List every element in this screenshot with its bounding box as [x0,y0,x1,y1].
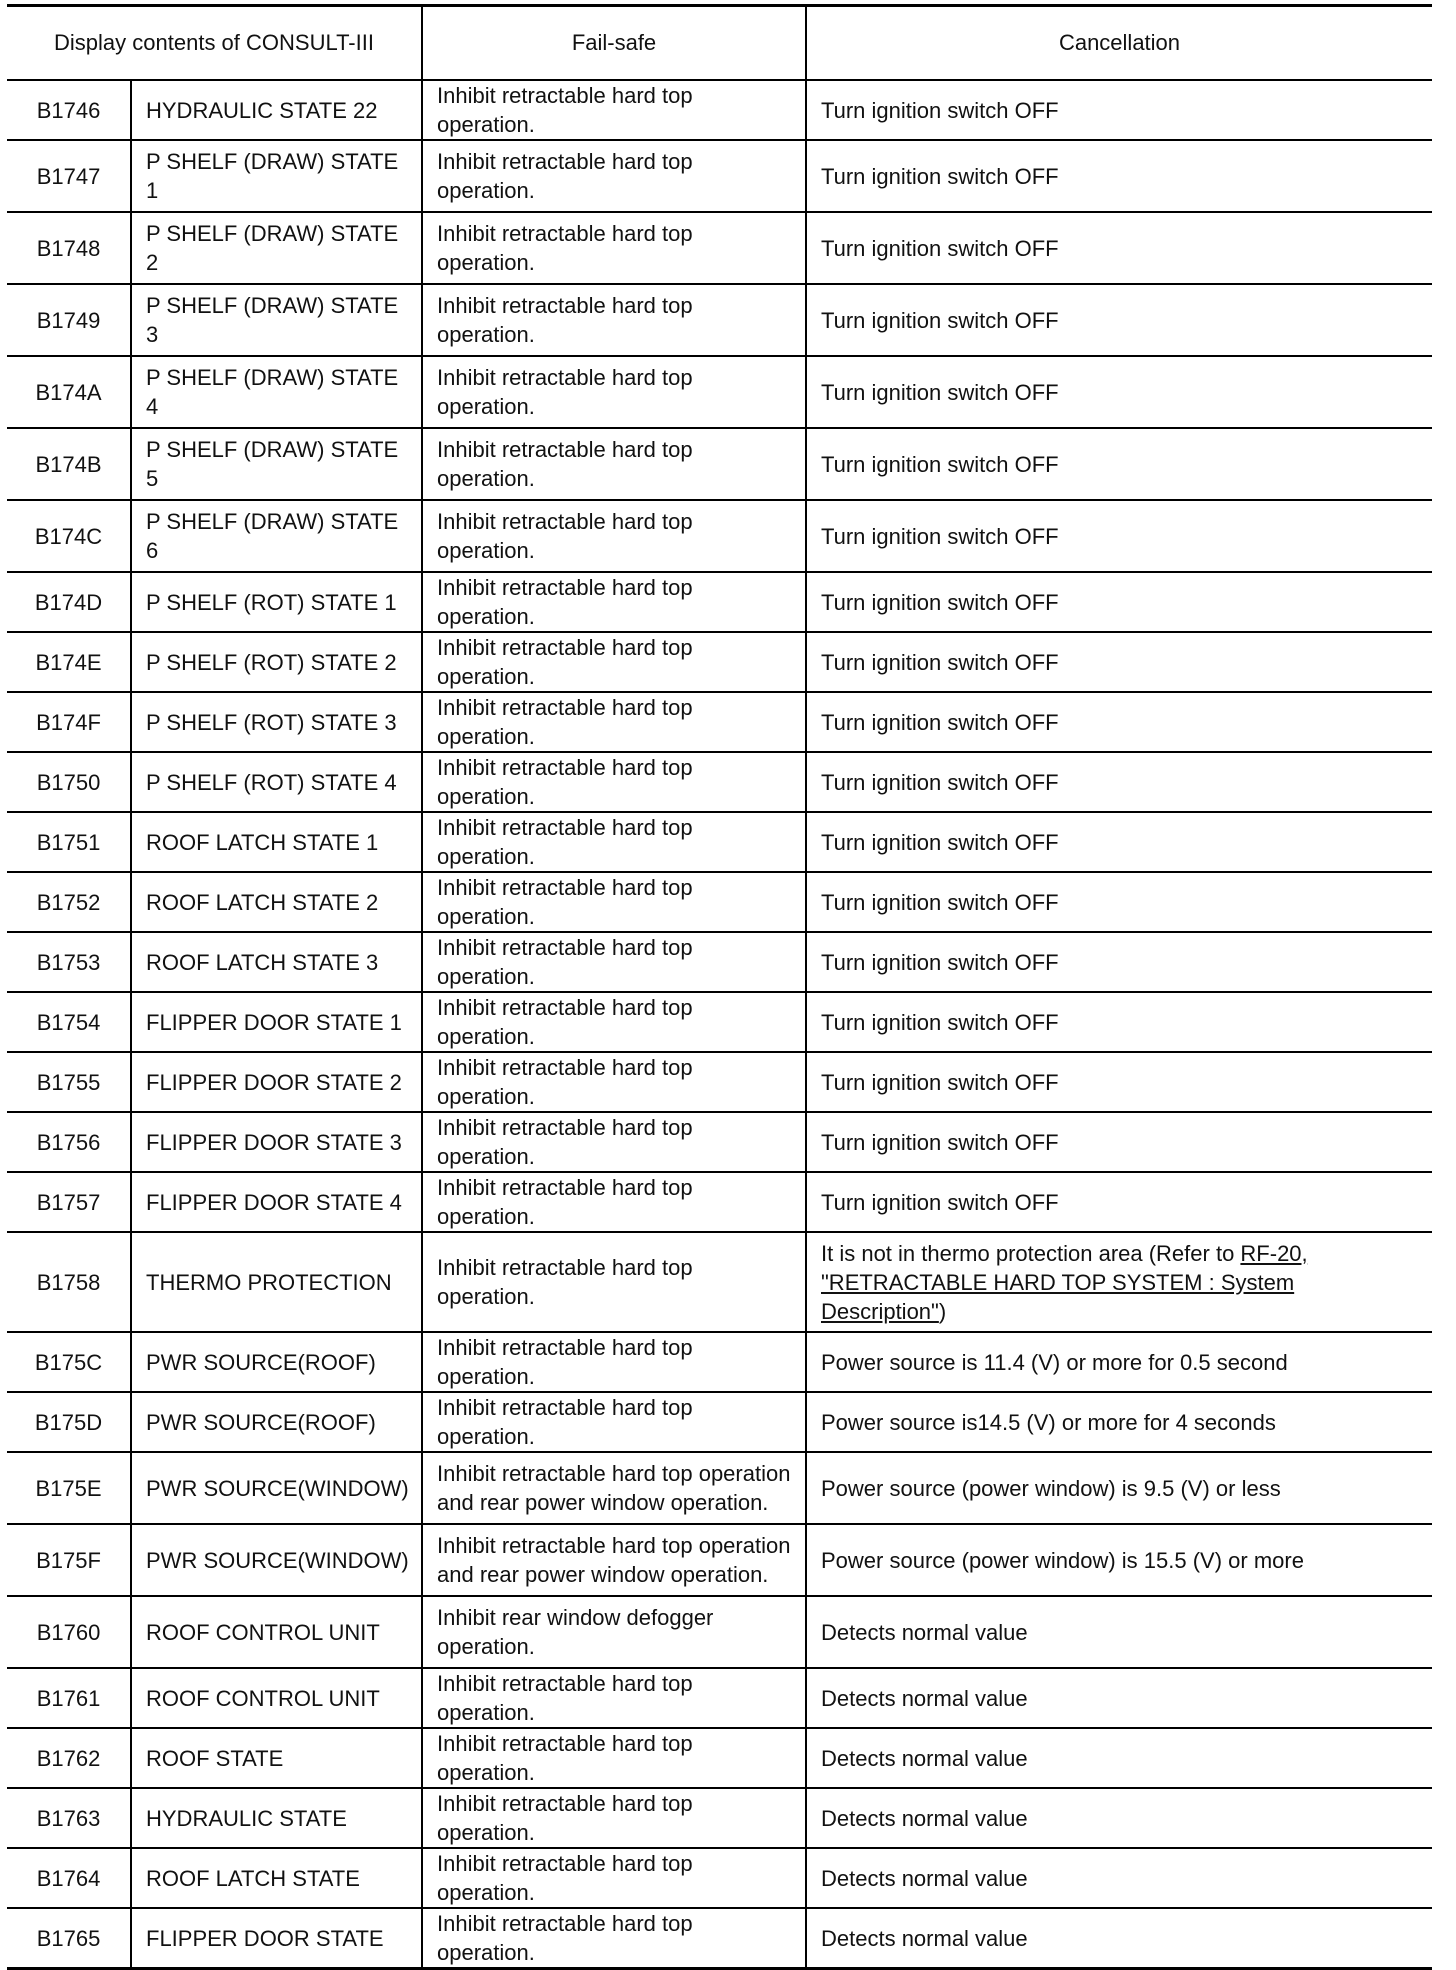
display-item: ROOF LATCH STATE [131,1848,422,1908]
table-row [7,752,1432,812]
cancellation-text: Power source is 11.4 (V) or more for 0.5 second [806,1332,1432,1392]
dtc-code: B1762 [7,1728,131,1788]
fail-safe-text: Inhibit retractable hard top operation. [422,140,806,212]
display-item: ROOF LATCH STATE 2 [131,872,422,932]
fail-safe-text: Inhibit retractable hard top operation. [422,752,806,812]
dtc-code: B1758 [7,1232,131,1332]
dtc-code: B1751 [7,812,131,872]
dtc-code: B1748 [7,212,131,284]
dtc-code: B1752 [7,872,131,932]
fail-safe-text: Inhibit retractable hard top operation. [422,356,806,428]
cancellation-suffix: ) [938,1298,947,1324]
table-row [7,1788,1432,1848]
table-row [7,632,1432,692]
table-row [7,1596,1432,1668]
fail-safe-text: Inhibit retractable hard top operation and rear power window operation. [422,1524,806,1596]
fail-safe-text: Inhibit retractable hard top operation. [422,932,806,992]
cancellation-text: Power source (power window) is 15.5 (V) or more [806,1524,1432,1596]
display-item: P SHELF (DRAW) STATE 1 [131,140,422,212]
display-item: P SHELF (ROT) STATE 4 [131,752,422,812]
display-item: ROOF LATCH STATE 3 [131,932,422,992]
table-row [7,812,1432,872]
reference-link[interactable]: RF-20, "RETRACTABLE HARD TOP SYSTEM : System Description" [821,1240,1308,1324]
table-row [7,992,1432,1052]
fail-safe-text: Inhibit retractable hard top operation. [422,572,806,632]
table-row [7,1232,1432,1332]
dtc-code: B1753 [7,932,131,992]
dtc-code: B1747 [7,140,131,212]
cancellation-text: Detects normal value [806,1596,1432,1668]
display-item: FLIPPER DOOR STATE 4 [131,1172,422,1232]
dtc-code: B1755 [7,1052,131,1112]
dtc-code: B174F [7,692,131,752]
display-item: PWR SOURCE(ROOF) [131,1392,422,1452]
display-item: P SHELF (ROT) STATE 1 [131,572,422,632]
dtc-code: B1750 [7,752,131,812]
fail-safe-text: Inhibit retractable hard top operation. [422,992,806,1052]
dtc-code: B1757 [7,1172,131,1232]
table-row [7,872,1432,932]
cancellation-text: Turn ignition switch OFF [806,872,1432,932]
cancellation-text: Detects normal value [806,1848,1432,1908]
fail-safe-text: Inhibit retractable hard top operation. [422,632,806,692]
table-row [7,1848,1432,1908]
fail-safe-text: Inhibit retractable hard top operation. [422,212,806,284]
cancellation-text: Turn ignition switch OFF [806,752,1432,812]
table-row [7,1452,1432,1524]
display-item: HYDRAULIC STATE [131,1788,422,1848]
dtc-code: B174C [7,500,131,572]
cancellation-text: Power source is14.5 (V) or more for 4 seconds [806,1392,1432,1452]
fail-safe-text: Inhibit retractable hard top operation. [422,80,806,140]
display-item: ROOF CONTROL UNIT [131,1596,422,1668]
display-item: PWR SOURCE(ROOF) [131,1332,422,1392]
dtc-code: B1760 [7,1596,131,1668]
fail-safe-text: Inhibit retractable hard top operation. [422,500,806,572]
cancellation-text [806,1232,1432,1332]
dtc-code: B1761 [7,1668,131,1728]
display-item: P SHELF (DRAW) STATE 6 [131,500,422,572]
fail-safe-text: Inhibit retractable hard top operation. [422,1788,806,1848]
display-item: P SHELF (ROT) STATE 3 [131,692,422,752]
fail-safe-text: Inhibit retractable hard top operation. [422,1052,806,1112]
fail-safe-text: Inhibit retractable hard top operation. [422,1848,806,1908]
table-row [7,1392,1432,1452]
cancellation-text: Turn ignition switch OFF [806,1112,1432,1172]
fail-safe-text: Inhibit retractable hard top operation. [422,1172,806,1232]
fail-safe-text: Inhibit retractable hard top operation. [422,1232,806,1332]
cancellation-text: Turn ignition switch OFF [806,992,1432,1052]
cancellation-text: Turn ignition switch OFF [806,812,1432,872]
fail-safe-text: Inhibit retractable hard top operation. [422,1908,806,1969]
fail-safe-text: Inhibit retractable hard top operation. [422,812,806,872]
display-item: P SHELF (DRAW) STATE 3 [131,284,422,356]
display-item: P SHELF (DRAW) STATE 2 [131,212,422,284]
fail-safe-text: Inhibit retractable hard top operation. [422,692,806,752]
display-item: FLIPPER DOOR STATE 2 [131,1052,422,1112]
fail-safe-text: Inhibit retractable hard top operation. [422,1668,806,1728]
fail-safe-text: Inhibit retractable hard top operation. [422,1332,806,1392]
fail-safe-table [7,4,1432,1970]
cancellation-text: Turn ignition switch OFF [806,1172,1432,1232]
cancellation-text: Turn ignition switch OFF [806,632,1432,692]
dtc-code: B174D [7,572,131,632]
table-row [7,356,1432,428]
table-row [7,1172,1432,1232]
cancellation-text: Detects normal value [806,1908,1432,1969]
table-row [7,428,1432,500]
display-item: FLIPPER DOOR STATE [131,1908,422,1969]
display-item: P SHELF (DRAW) STATE 5 [131,428,422,500]
dtc-code: B174E [7,632,131,692]
fail-safe-text: Inhibit retractable hard top operation. [422,428,806,500]
display-item: PWR SOURCE(WINDOW) [131,1452,422,1524]
cancellation-text: Power source (power window) is 9.5 (V) or less [806,1452,1432,1524]
dtc-code: B1746 [7,80,131,140]
table-row [7,692,1432,752]
dtc-code: B175F [7,1524,131,1596]
fail-safe-text: Inhibit retractable hard top operation. [422,284,806,356]
cancellation-text: Turn ignition switch OFF [806,428,1432,500]
dtc-code: B1754 [7,992,131,1052]
cancellation-text: Turn ignition switch OFF [806,500,1432,572]
fail-safe-text: Inhibit rear window defogger operation. [422,1596,806,1668]
table-row [7,1052,1432,1112]
table-row [7,80,1432,140]
dtc-code: B175C [7,1332,131,1392]
cancellation-text: Turn ignition switch OFF [806,932,1432,992]
dtc-code: B174B [7,428,131,500]
display-item: FLIPPER DOOR STATE 1 [131,992,422,1052]
table-row [7,1112,1432,1172]
display-item: ROOF CONTROL UNIT [131,1668,422,1728]
fail-safe-text: Inhibit retractable hard top operation. [422,1728,806,1788]
table-row [7,932,1432,992]
cancellation-text: Turn ignition switch OFF [806,356,1432,428]
display-item: ROOF LATCH STATE 1 [131,812,422,872]
dtc-code: B1764 [7,1848,131,1908]
fail-safe-table-container [7,4,1432,1970]
cancellation-text: Turn ignition switch OFF [806,212,1432,284]
display-item: P SHELF (DRAW) STATE 4 [131,356,422,428]
table-row [7,1908,1432,1969]
dtc-code: B174A [7,356,131,428]
fail-safe-text: Inhibit retractable hard top operation. [422,872,806,932]
table-row [7,1728,1432,1788]
cancellation-text: Turn ignition switch OFF [806,692,1432,752]
display-item: ROOF STATE [131,1728,422,1788]
table-row [7,140,1432,212]
header-display-contents: Display contents of CONSULT-III [7,6,422,81]
display-item: P SHELF (ROT) STATE 2 [131,632,422,692]
table-row [7,1332,1432,1392]
display-item: THERMO PROTECTION [131,1232,422,1332]
cancellation-text: Turn ignition switch OFF [806,140,1432,212]
table-row [7,1668,1432,1728]
table-row [7,212,1432,284]
cancellation-text: Turn ignition switch OFF [806,1052,1432,1112]
cancellation-text: Turn ignition switch OFF [806,572,1432,632]
table-row [7,284,1432,356]
fail-safe-text: Inhibit retractable hard top operation. [422,1392,806,1452]
dtc-code: B1749 [7,284,131,356]
table-row [7,1524,1432,1596]
table-header-row [7,6,1432,81]
header-cancellation: Cancellation [806,6,1432,81]
header-fail-safe: Fail-safe [422,6,806,81]
display-item: PWR SOURCE(WINDOW) [131,1524,422,1596]
dtc-code: B175E [7,1452,131,1524]
dtc-code: B1763 [7,1788,131,1848]
table-row [7,500,1432,572]
cancellation-prefix: It is not in thermo protection area (Refer to [821,1240,1241,1266]
dtc-code: B1765 [7,1908,131,1969]
fail-safe-text: Inhibit retractable hard top operation. [422,1112,806,1172]
cancellation-text: Detects normal value [806,1788,1432,1848]
display-item: FLIPPER DOOR STATE 3 [131,1112,422,1172]
cancellation-text: Turn ignition switch OFF [806,80,1432,140]
dtc-code: B1756 [7,1112,131,1172]
cancellation-text: Turn ignition switch OFF [806,284,1432,356]
cancellation-text: Detects normal value [806,1728,1432,1788]
display-item: HYDRAULIC STATE 22 [131,80,422,140]
cancellation-text: Detects normal value [806,1668,1432,1728]
dtc-code: B175D [7,1392,131,1452]
table-row [7,572,1432,632]
fail-safe-text: Inhibit retractable hard top operation and rear power window operation. [422,1452,806,1524]
